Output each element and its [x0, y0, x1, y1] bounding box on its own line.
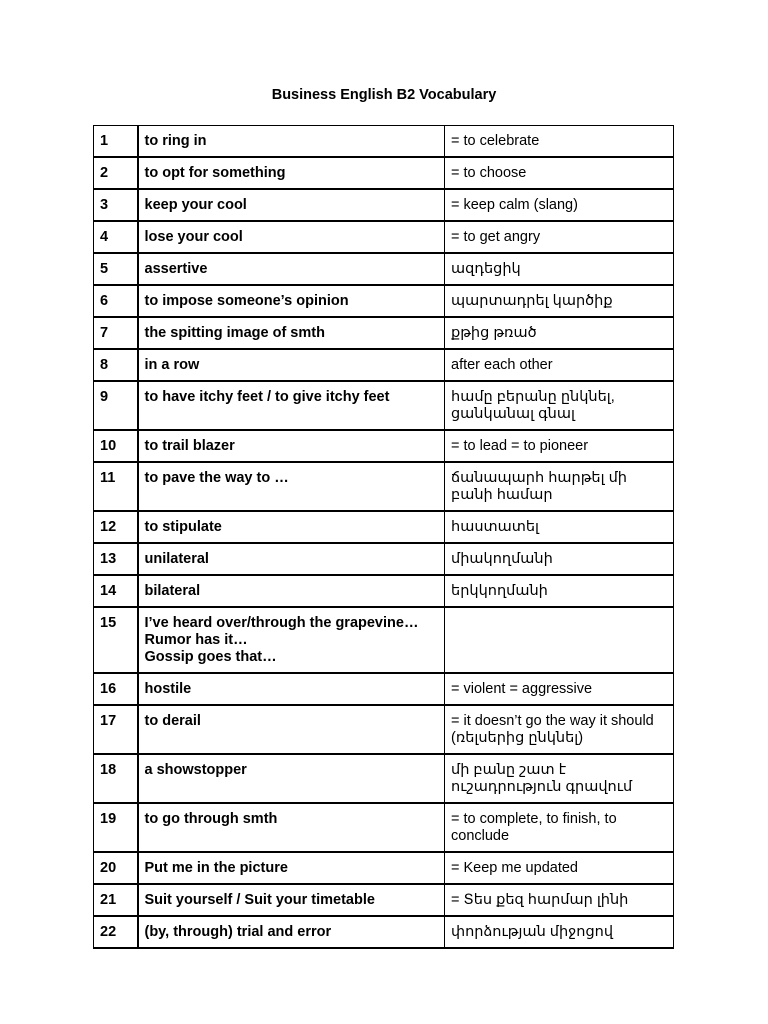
row-number: 1: [94, 126, 138, 158]
term-definition: միակողմանի: [445, 543, 674, 575]
vocabulary-term: to pave the way to …: [138, 462, 445, 511]
vocabulary-term: hostile: [138, 673, 445, 705]
vocabulary-term: Put me in the picture: [138, 852, 445, 884]
table-row: [94, 221, 674, 253]
term-definition: հաստատել: [445, 511, 674, 543]
vocabulary-term: to stipulate: [138, 511, 445, 543]
vocabulary-term: to opt for something: [138, 157, 445, 189]
row-number: 6: [94, 285, 138, 317]
row-number: 3: [94, 189, 138, 221]
term-definition: = it doesn’t go the way it should (ռելսերից ընկնել): [445, 705, 674, 754]
term-definition: after each other: [445, 349, 674, 381]
row-number: 17: [94, 705, 138, 754]
table-row: [94, 285, 674, 317]
table-row: [94, 705, 674, 754]
row-number: 12: [94, 511, 138, 543]
row-number: 19: [94, 803, 138, 852]
vocabulary-table: [93, 125, 674, 949]
vocabulary-term: keep your cool: [138, 189, 445, 221]
table-row: [94, 607, 674, 673]
term-definition: երկկողմանի: [445, 575, 674, 607]
term-definition: = to get angry: [445, 221, 674, 253]
term-definition: պարտադրել կարծիք: [445, 285, 674, 317]
row-number: 14: [94, 575, 138, 607]
vocabulary-term: lose your cool: [138, 221, 445, 253]
vocabulary-term: to ring in: [138, 126, 445, 158]
table-row: [94, 157, 674, 189]
term-definition: համը բերանը ընկնել, ցանկանալ գնալ: [445, 381, 674, 430]
row-number: 7: [94, 317, 138, 349]
term-definition: [445, 607, 674, 673]
vocabulary-term: to have itchy feet / to give itchy feet: [138, 381, 445, 430]
row-number: 16: [94, 673, 138, 705]
term-definition: = to complete, to finish, to conclude: [445, 803, 674, 852]
vocabulary-term: the spitting image of smth: [138, 317, 445, 349]
term-definition: ճանապարհ հարթել մի բանի համար: [445, 462, 674, 511]
term-definition: = violent = aggressive: [445, 673, 674, 705]
table-row: [94, 317, 674, 349]
row-number: 10: [94, 430, 138, 462]
row-number: 5: [94, 253, 138, 285]
table-row: [94, 575, 674, 607]
vocabulary-term: unilateral: [138, 543, 445, 575]
row-number: 22: [94, 916, 138, 948]
table-row: [94, 349, 674, 381]
table-row: [94, 462, 674, 511]
table-row: [94, 852, 674, 884]
term-definition: քթից թռած: [445, 317, 674, 349]
term-definition: = to lead = to pioneer: [445, 430, 674, 462]
vocabulary-term: I’ve heard over/through the grapevine… Rumor has it… Gossip goes that…: [138, 607, 445, 673]
table-row: [94, 126, 674, 158]
term-definition: = Տես քեզ հարմար լինի: [445, 884, 674, 916]
row-number: 20: [94, 852, 138, 884]
row-number: 15: [94, 607, 138, 673]
table-row: [94, 430, 674, 462]
table-row: [94, 916, 674, 948]
vocabulary-term: Suit yourself / Suit your timetable: [138, 884, 445, 916]
table-row: [94, 543, 674, 575]
vocabulary-term: to impose someone’s opinion: [138, 285, 445, 317]
row-number: 9: [94, 381, 138, 430]
row-number: 4: [94, 221, 138, 253]
table-row: [94, 673, 674, 705]
vocabulary-term: in a row: [138, 349, 445, 381]
table-row: [94, 884, 674, 916]
row-number: 18: [94, 754, 138, 803]
term-definition: = Keep me updated: [445, 852, 674, 884]
vocabulary-term: (by, through) trial and error: [138, 916, 445, 948]
table-row: [94, 189, 674, 221]
table-row: [94, 754, 674, 803]
row-number: 13: [94, 543, 138, 575]
vocabulary-term: bilateral: [138, 575, 445, 607]
table-row: [94, 381, 674, 430]
term-definition: = keep calm (slang): [445, 189, 674, 221]
row-number: 21: [94, 884, 138, 916]
vocabulary-term: a showstopper: [138, 754, 445, 803]
row-number: 2: [94, 157, 138, 189]
vocabulary-term: to go through smth: [138, 803, 445, 852]
term-definition: = to choose: [445, 157, 674, 189]
term-definition: ազդեցիկ: [445, 253, 674, 285]
vocabulary-term: to trail blazer: [138, 430, 445, 462]
term-definition: = to celebrate: [445, 126, 674, 158]
table-row: [94, 803, 674, 852]
vocabulary-table-body: [94, 126, 674, 949]
page-title: Business English B2 Vocabulary: [271, 87, 497, 103]
table-row: [94, 511, 674, 543]
row-number: 11: [94, 462, 138, 511]
term-definition: մի բանը շատ է ուշադրություն գրավում: [445, 754, 674, 803]
row-number: 8: [94, 349, 138, 381]
vocabulary-term: assertive: [138, 253, 445, 285]
term-definition: փորձության միջոցով: [445, 916, 674, 948]
vocabulary-term: to derail: [138, 705, 445, 754]
table-row: [94, 253, 674, 285]
